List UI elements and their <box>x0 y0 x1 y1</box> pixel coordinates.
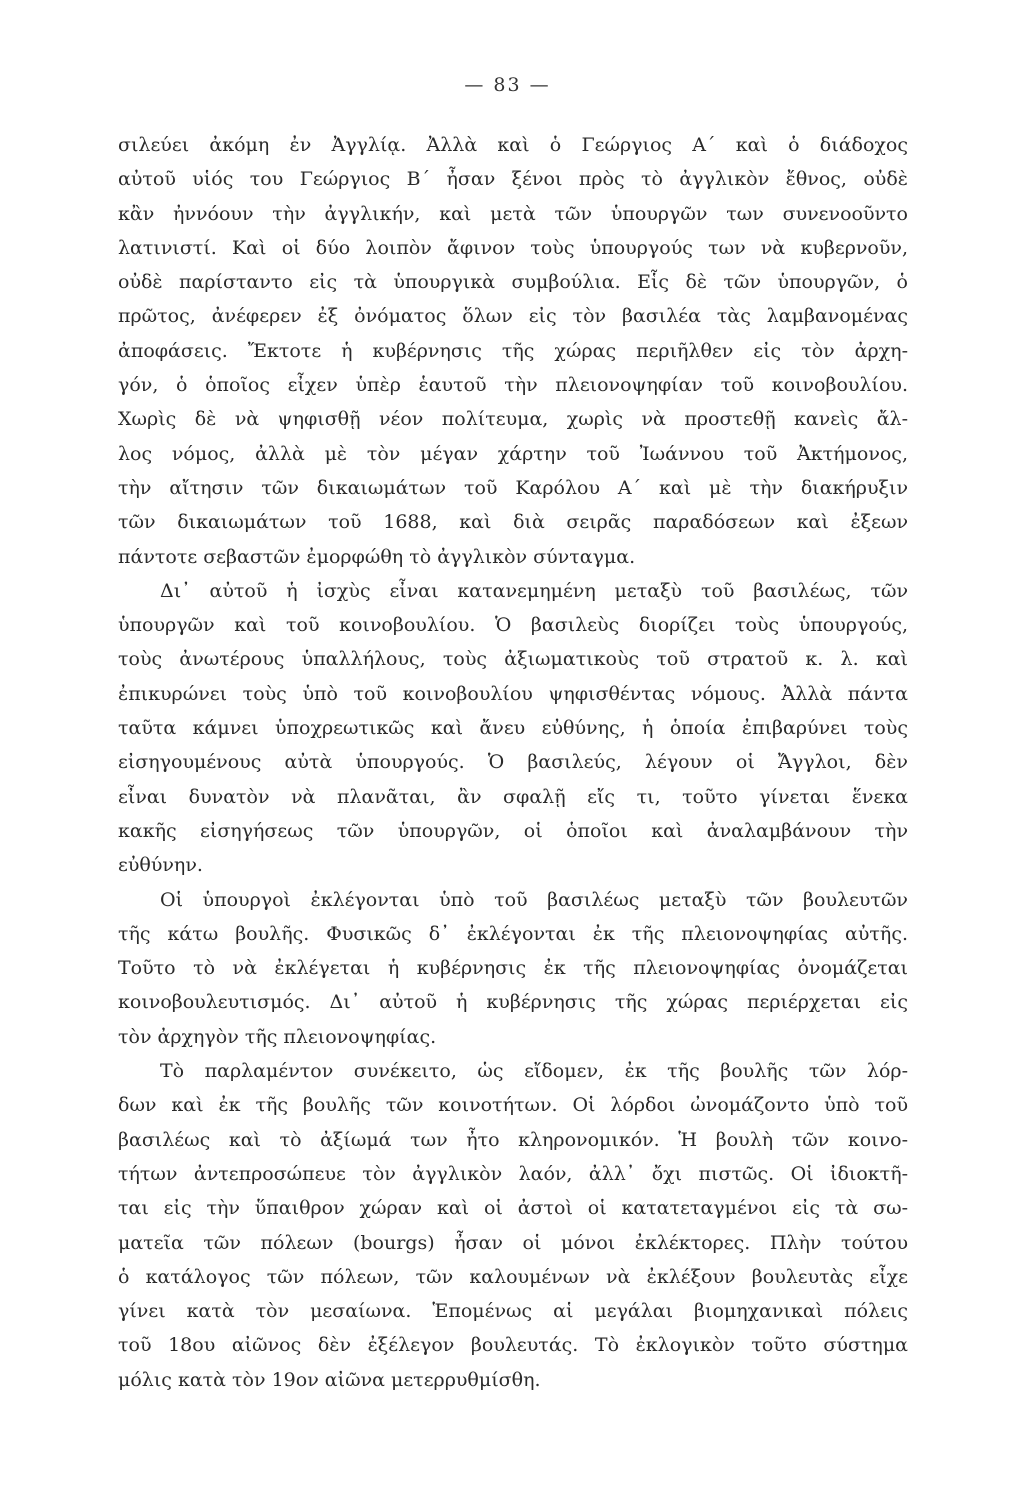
text-line: τῆς κάτω βουλῆς. Φυσικῶς δ᾽ ἐκλέγονται ἐκ τῆς πλειονοψηφίας αὐτῆς. <box>118 922 908 945</box>
text-line: Τοῦτο τὸ νὰ ἐκλέγεται ἡ κυβέρνησις ἐκ τῆς πλειονοψηφίας ὀνομάζεται <box>118 957 908 980</box>
text-line: ὑπουργῶν καὶ τοῦ κοινοβουλίου. Ὁ βασιλεὺς διορίζει τοὺς ὑπουργούς, <box>118 614 908 637</box>
text-line: εἶναι δυνατὸν νὰ πλανᾶται, ἂν σφαλῇ εἴς τι, τοῦτο γίνεται ἕνεκα <box>118 785 908 808</box>
text-line: κοινοβουλευτισμός. Δι᾽ αὐτοῦ ἡ κυβέρνησις τῆς χώρας περιέρχεται εἰς <box>118 991 908 1014</box>
text-line: ἀποφάσεις. Ἔκτοτε ἡ κυβέρνησις τῆς χώρας περιῆλθεν εἰς τὸν ἀρχη- <box>118 339 908 362</box>
body-text <box>118 128 908 1397</box>
text-line: ὁ κατάλογος τῶν πόλεων, τῶν καλουμένων νὰ ἐκλέξουν βουλευτὰς εἶχε <box>118 1265 908 1288</box>
text-line: τὸν ἀρχηγὸν τῆς πλειονοψηφίας. <box>118 1025 437 1048</box>
text-line: γόν, ὁ ὁποῖος εἶχεν ὑπὲρ ἑαυτοῦ τὴν πλειονοψηφίαν τοῦ κοινοβουλίου. <box>118 374 908 397</box>
text-line: αὐτοῦ υἱός του Γεώργιος Β΄ ἦσαν ξένοι πρὸς τὸ ἀγγλικὸν ἔθνος, οὐδὲ <box>118 168 908 191</box>
text-line: εἰσηγουμένους αὐτὰ ὑπουργούς. Ὁ βασιλεύς, λέγουν οἱ Ἄγγλοι, δὲν <box>118 751 908 774</box>
text-line: ματεῖα τῶν πόλεων (bourgs) ἦσαν οἱ μόνοι ἐκλέκτορες. Πλὴν τούτου <box>118 1231 908 1254</box>
text-line: οὐδὲ παρίσταντο εἰς τὰ ὑπουργικὰ συμβούλια. Εἷς δὲ τῶν ὑπουργῶν, ὁ <box>118 271 908 294</box>
text-line: τῶν δικαιωμάτων τοῦ 1688, καὶ διὰ σειρᾶς παραδόσεων καὶ ἐξεων <box>118 511 908 534</box>
text-line: τήτων ἀντεπροσώπευε τὸν ἀγγλικὸν λαόν, ἀλλ᾽ ὄχι πιστῶς. Οἱ ἰδιοκτῆ- <box>118 1162 908 1185</box>
text-line: Δι᾽ αὐτοῦ ἡ ἰσχὺς εἶναι κατανεμημένη μεταξὺ τοῦ βασιλέως, τῶν <box>160 579 908 602</box>
text-line: Οἱ ὑπουργοὶ ἐκλέγονται ὑπὸ τοῦ βασιλέως μεταξὺ τῶν βουλευτῶν <box>160 888 908 911</box>
text-line: βασιλέως καὶ τὸ ἀξίωμά των ἦτο κληρονομικόν. Ἡ βουλὴ τῶν κοινο- <box>118 1128 908 1151</box>
text-line: κἂν ἠννόουν τὴν ἀγγλικήν, καὶ μετὰ τῶν ὑπουργῶν των συνενοοῦντο <box>118 202 908 225</box>
text-line: Τὸ παρλαμέντον συνέκειτο, ὡς εἴδομεν, ἐκ τῆς βουλῆς τῶν λόρ- <box>160 1060 908 1083</box>
text-line: σιλεύει ἀκόμη ἐν Ἀγγλίᾳ. Ἀλλὰ καὶ ὁ Γεώργιος Α΄ καὶ ὁ διάδοχος <box>118 134 908 156</box>
text-line: κακῆς εἰσηγήσεως τῶν ὑπουργῶν, οἱ ὁποῖοι καὶ ἀναλαμβάνουν τὴν <box>118 819 908 842</box>
text-line: τὴν αἴτησιν τῶν δικαιωμάτων τοῦ Καρόλου Α΄ καὶ μὲ τὴν διακήρυξιν <box>118 476 908 499</box>
page-number: — 83 — <box>464 74 551 96</box>
text-line: μόλις κατὰ τὸν 19ον αἰῶνα μετερρυθμίσθη. <box>118 1368 541 1391</box>
text-line: πρῶτος, ἀνέφερεν ἐξ ὀνόματος ὅλων εἰς τὸν βασιλέα τὰς λαμβανομένας <box>118 305 908 328</box>
text-line: πάντοτε σεβαστῶν ἐμορφώθη τὸ ἀγγλικὸν σύνταγμα. <box>118 545 636 568</box>
text-line: ἐπικυρώνει τοὺς ὑπὸ τοῦ κοινοβουλίου ψηφισθέντας νόμους. Ἀλλὰ πάντα <box>118 682 908 705</box>
text-line: δων καὶ ἐκ τῆς βουλῆς τῶν κοινοτήτων. Οἱ λόρδοι ὠνομάζοντο ὑπὸ τοῦ <box>118 1094 908 1117</box>
text-line: τοὺς ἀνωτέρους ὑπαλλήλους, τοὺς ἀξιωματικοὺς τοῦ στρατοῦ κ. λ. καὶ <box>118 648 908 671</box>
text-line: εὐθύνην. <box>118 854 203 877</box>
text-line: Χωρὶς δὲ νὰ ψηφισθῇ νέον πολίτευμα, χωρὶς νὰ προστεθῇ κανεὶς ἄλ- <box>118 408 908 431</box>
text-line: ταῦτα κάμνει ὑποχρεωτικῶς καὶ ἄνευ εὐθύνης, ἡ ὁποία ἐπιβαρύνει τοὺς <box>118 717 908 740</box>
text-line: λατινιστί. Καὶ οἱ δύο λοιπὸν ἄφινον τοὺς ὑπουργούς των νὰ κυβερνοῦν, <box>118 236 908 259</box>
text-line: γίνει κατὰ τὸν μεσαίωνα. Ἑπομένως αἱ μεγάλαι βιομηχανικαὶ πόλεις <box>118 1300 908 1323</box>
text-line: τοῦ 18ου αἰῶνος δὲν ἐξέλεγον βουλευτάς. Τὸ ἐκλογικὸν τοῦτο σύστημα <box>118 1334 908 1357</box>
text-line: λος νόμος, ἀλλὰ μὲ τὸν μέγαν χάρτην τοῦ Ἰωάννου τοῦ Ἀκτήμονος, <box>118 442 908 465</box>
text-line: ται εἰς τὴν ὕπαιθρον χώραν καὶ οἱ ἀστοὶ οἱ κατατεταγμένοι εἰς τὰ σω- <box>118 1197 908 1220</box>
